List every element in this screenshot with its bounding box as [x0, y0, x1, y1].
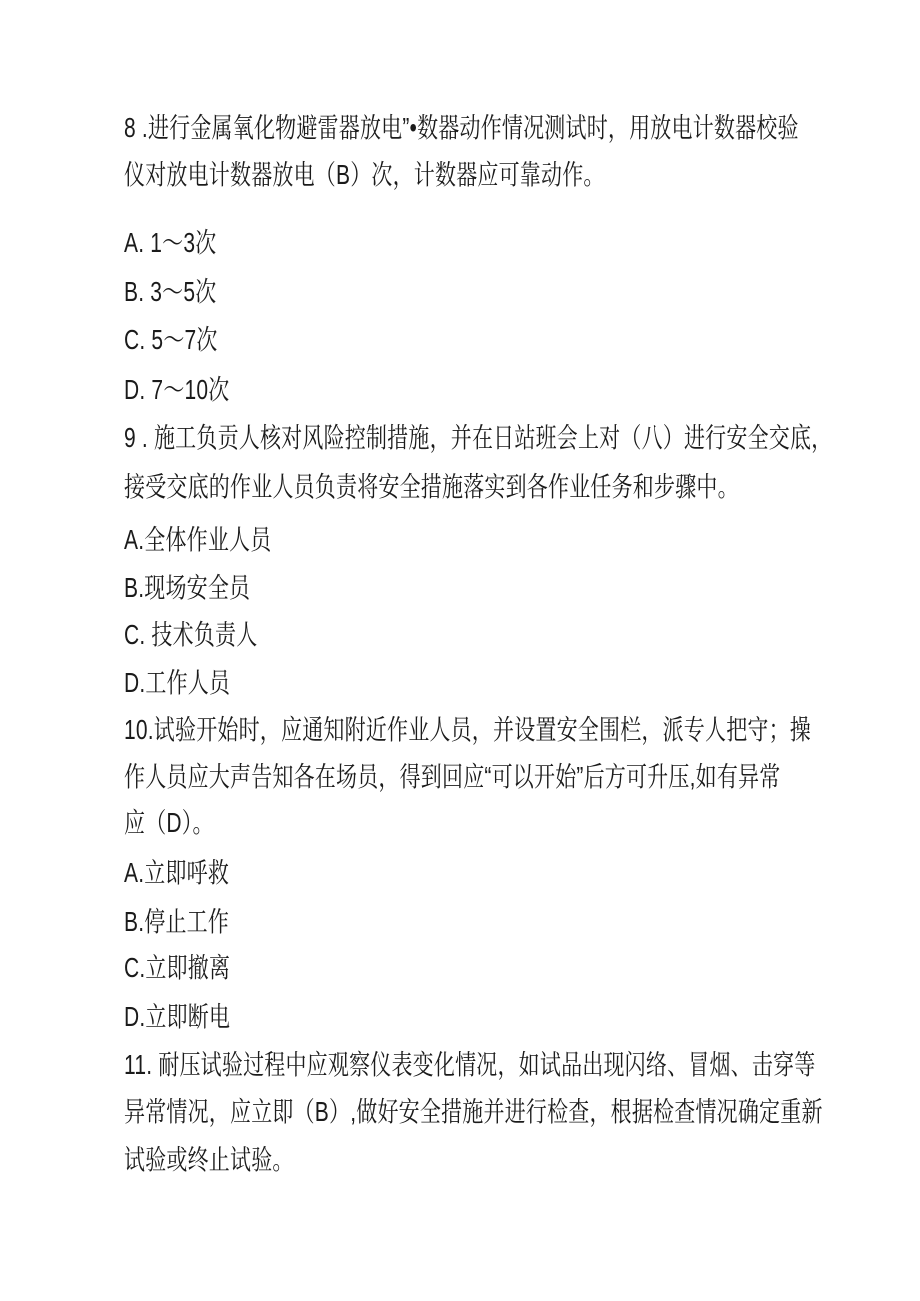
question-11-stem-line-2: 异常情况，应立即（B）,做好安全措施并进行检查，根据检查情况确定重新: [124, 1097, 823, 1128]
question-8-option-d: D. 7～10次: [124, 375, 230, 406]
question-9-option-c: C. 技术负责人: [124, 620, 258, 651]
question-8-option-b: B. 3～5次: [124, 277, 217, 308]
question-9-option-b: B.现场安全员: [124, 573, 251, 604]
question-10-option-b: B.停止工作: [124, 907, 230, 938]
question-10-stem-line-3: 应（D）。: [124, 808, 214, 839]
question-8-option-a: A. 1～3次: [124, 228, 217, 259]
question-9-option-d: D.工作人员: [124, 668, 231, 699]
question-9-stem-line-1: 9 . 施工负贡人核对风险控制措施，并在日站班会上对（八）进行安全交底，: [124, 423, 833, 454]
question-11-stem-line-3: 试验或终止试验。: [124, 1145, 294, 1176]
question-8-option-c: C. 5～7次: [124, 325, 218, 356]
question-10-option-c: C.立即撤离: [124, 953, 231, 984]
question-9-option-a: A.全体作业人员: [124, 525, 272, 556]
question-10-stem-line-2: 作人员应大声告知各在场员，得到回应“可以开始”后方可升压,如有异常: [124, 762, 781, 793]
question-10-option-a: A.立即呼救: [124, 858, 230, 889]
question-11-stem-line-1: 11. 耐压试验过程中应观察仪表变化情况，如试品出现闪络、冒烟、击穿等: [124, 1050, 816, 1081]
question-10-option-d: D.立即断电: [124, 1002, 231, 1033]
question-9-stem-line-2: 接受交底的作业人员负责将安全措施落实到各作业任务和步骤中。: [124, 472, 739, 503]
question-10-stem-line-1: 10.试验开始时，应通知附近作业人员，并设置安全围栏，派专人把守；操: [124, 715, 811, 746]
question-8-stem-line-2: 仪对放电计数器放电（B）次，计数器应可靠动作。: [124, 160, 605, 191]
question-8-stem-line-1: 8 .进行金属氧化物避雷器放电”•数器动作情况测试时，用放电计数器校验: [124, 113, 799, 144]
